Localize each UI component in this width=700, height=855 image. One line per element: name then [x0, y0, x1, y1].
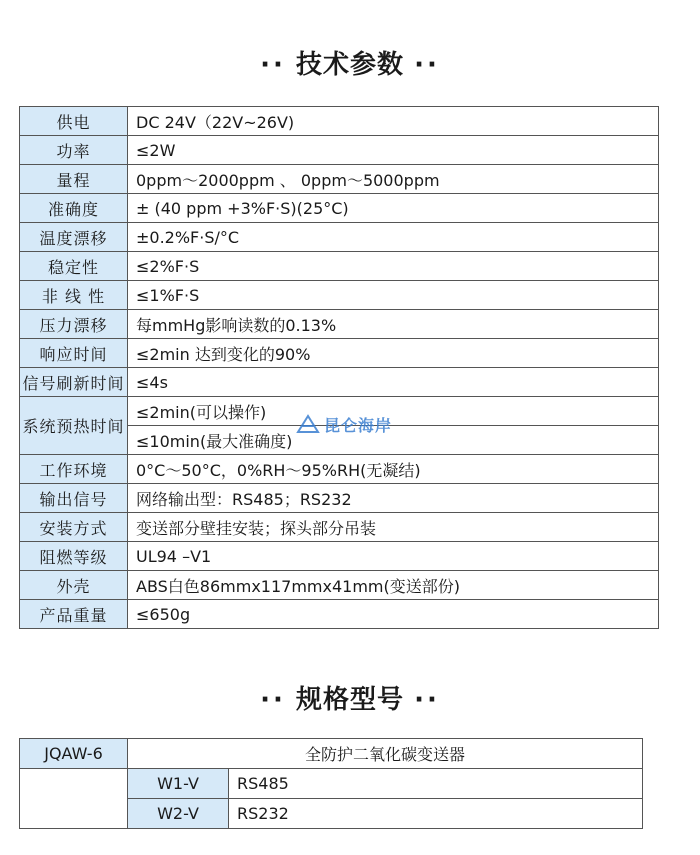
spec-label: 非 线 性 [20, 281, 128, 310]
spec-label: 温度漂移 [20, 223, 128, 252]
specs-section-title [0, 44, 700, 81]
spec-label: 安装方式 [20, 513, 128, 542]
spec-row [20, 368, 659, 397]
spec-value: ≤1%F·S [128, 281, 659, 310]
model-title-text: 规格型号 [295, 685, 404, 715]
spec-value: ≤650g [128, 600, 659, 629]
spec-label: 外壳 [20, 571, 128, 600]
spec-value: ≤2W [128, 136, 659, 165]
spec-value: UL94 –V1 [128, 542, 659, 571]
spec-row [20, 310, 659, 339]
model-variant-row [20, 769, 643, 799]
spec-value: ±0.2%F·S/°C [128, 223, 659, 252]
spec-label: 产品重量 [20, 600, 128, 629]
spec-row [20, 484, 659, 513]
title-dots-left: ·· [260, 685, 286, 715]
spec-row [20, 165, 659, 194]
spec-label: 信号刷新时间 [20, 368, 128, 397]
watermark [296, 411, 392, 437]
variant-code: W2-V [128, 799, 229, 829]
spec-label: 系统预热时间 [20, 397, 128, 455]
model-header-row [20, 739, 643, 769]
model-table [19, 738, 643, 829]
spec-value: ≤2min 达到变化的90% [128, 339, 659, 368]
variant-output: RS485 [229, 769, 643, 799]
spec-label: 准确度 [20, 194, 128, 223]
spec-value: ≤10min(最大准确度) [128, 426, 659, 455]
spec-value: 变送部分壁挂安装；探头部分吊装 [128, 513, 659, 542]
model-blank-cell [20, 769, 128, 829]
specs-title-text: 技术参数 [295, 50, 404, 80]
spec-label: 功率 [20, 136, 128, 165]
spec-label: 响应时间 [20, 339, 128, 368]
title-dots-left: ·· [260, 50, 286, 80]
spec-value: ABS白色86mmx117mmx41mm(变送部份) [128, 571, 659, 600]
spec-label: 输出信号 [20, 484, 128, 513]
title-dots-right: ·· [414, 685, 440, 715]
spec-label: 稳定性 [20, 252, 128, 281]
spec-row [20, 194, 659, 223]
spec-label: 工作环境 [20, 455, 128, 484]
spec-row [20, 107, 659, 136]
spec-row [20, 223, 659, 252]
spec-row [20, 455, 659, 484]
variant-code: W1-V [128, 769, 229, 799]
spec-row [20, 252, 659, 281]
title-dots-right: ·· [414, 50, 440, 80]
spec-label: 压力漂移 [20, 310, 128, 339]
spec-label: 供电 [20, 107, 128, 136]
spec-row [20, 136, 659, 165]
spec-row [20, 571, 659, 600]
variant-output: RS232 [229, 799, 643, 829]
model-code: JQAW-6 [20, 739, 128, 769]
spec-value: 0ppm～2000ppm 、 0ppm～5000ppm [128, 165, 659, 194]
spec-value: ≤2%F·S [128, 252, 659, 281]
kunlun-logo-icon [296, 414, 320, 434]
watermark-text: 昆仑海岸 [324, 415, 393, 435]
spec-value: DC 24V（22V~26V) [128, 107, 659, 136]
spec-value: 0°C～50°C，0%RH～95%RH(无凝结) [128, 455, 659, 484]
spec-label: 量程 [20, 165, 128, 194]
spec-row [20, 542, 659, 571]
specs-table [19, 106, 659, 629]
model-name: 全防护二氧化碳变送器 [128, 739, 643, 769]
spec-row [20, 281, 659, 310]
spec-value: ≤2min(可以操作) [128, 397, 659, 426]
spec-label: 阻燃等级 [20, 542, 128, 571]
spec-value: ± (40 ppm +3%F·S)(25°C) [128, 194, 659, 223]
spec-value: 网络输出型：RS485；RS232 [128, 484, 659, 513]
spec-row [20, 339, 659, 368]
model-section-title [0, 679, 700, 716]
spec-value: ≤4s [128, 368, 659, 397]
spec-row [20, 513, 659, 542]
spec-value: 每mmHg影响读数的0.13% [128, 310, 659, 339]
spec-row [20, 600, 659, 629]
